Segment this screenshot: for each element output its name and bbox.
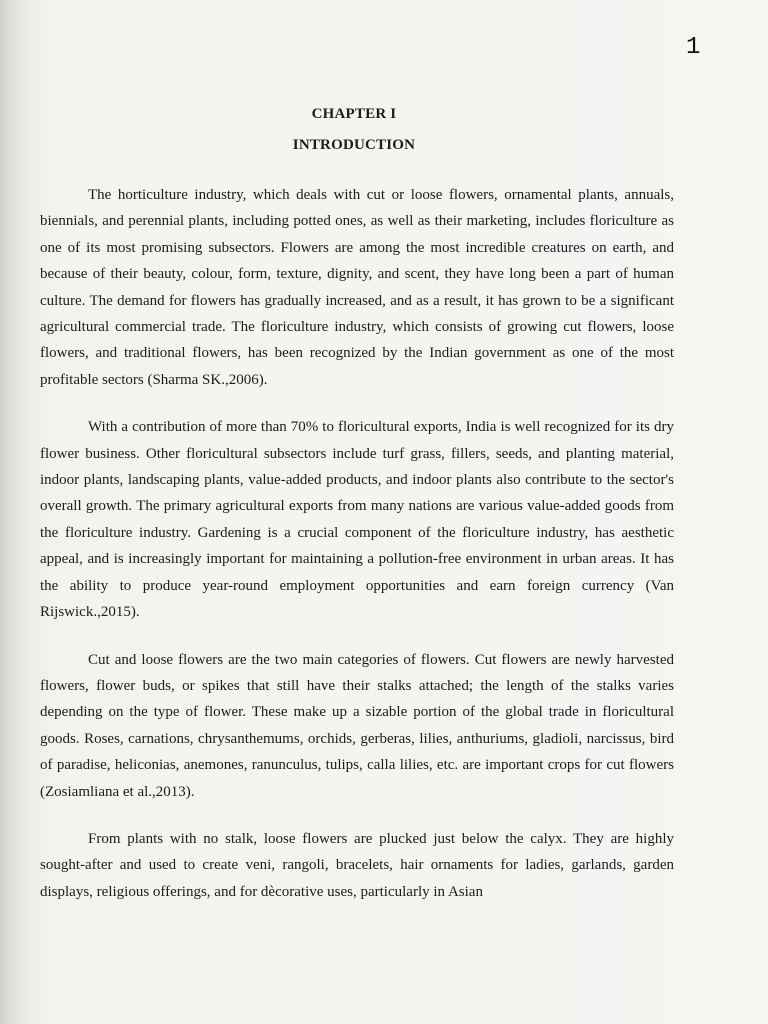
paragraph: With a contribution of more than 70% to floricultural exports, India is well recognized for its dry flower business. Other floricultural subsectors include turf grass, fillers, seeds, and planting material, indoor plants, landscaping plants, value-added products, and indoor plants also contribute to the sector's overall growth. The primary agricultural exports from many nations are various value-added goods from the floriculture industry. Gardening is a crucial component of the floriculture industry, has aesthetic appeal, and is increasingly important for maintaining a pollution-free environment in urban areas. It has the ability to produce year-round employment opportunities and earn foreign currency (Van Rijswick.,2015). [40, 419, 674, 621]
paragraph: The horticulture industry, which deals with cut or loose flowers, ornamental plants, annuals, biennials, and perennial plants, including potted ones, as well as their marketing, includes floriculture as one of its most promising subsectors. Flowers are among the most incredible creatures on earth, and because of their beauty, colour, form, texture, dignity, and scent, they have long been a part of human culture. The demand for flowers has gradually increased, and as a result, it has grown to be a significant agricultural commercial trade. The floriculture industry, which consists of growing cut flowers, loose flowers, and traditional flowers, has been recognized by the Indian government as one of the most profitable sectors (Sharma SK.,2006). [40, 187, 674, 388]
paragraph: Cut and loose flowers are the two main categories of flowers. Cut flowers are newly harvested flowers, flower buds, or spikes that still have their stalks attached; the length of the stalks varies depending on the type of flower. These make up a sizable portion of the global trade in floricultural goods. Roses, carnations, chrysanthemums, orchids, gerberas, lilies, anthuriums, gladioli, narcissus, bird of paradise, heliconias, anemones, ranunculus, tulips, calla lilies, etc. are important crops for cut flowers (Zosiamliana et al.,2013). [40, 651, 674, 800]
body-text [40, 182, 674, 905]
chapter-label: CHAPTER I [311, 106, 397, 122]
paragraph: From plants with no stalk, loose flowers are plucked just below the calyx. They are highly sought-after and used to create veni, rangoli, bracelets, hair ornaments for ladies, garlands, garden displays, religious offerings, and for dècorative uses, particularly in Asian [40, 830, 674, 900]
page-number: 1 [686, 34, 701, 61]
chapter-title: INTRODUCTION [292, 137, 416, 153]
